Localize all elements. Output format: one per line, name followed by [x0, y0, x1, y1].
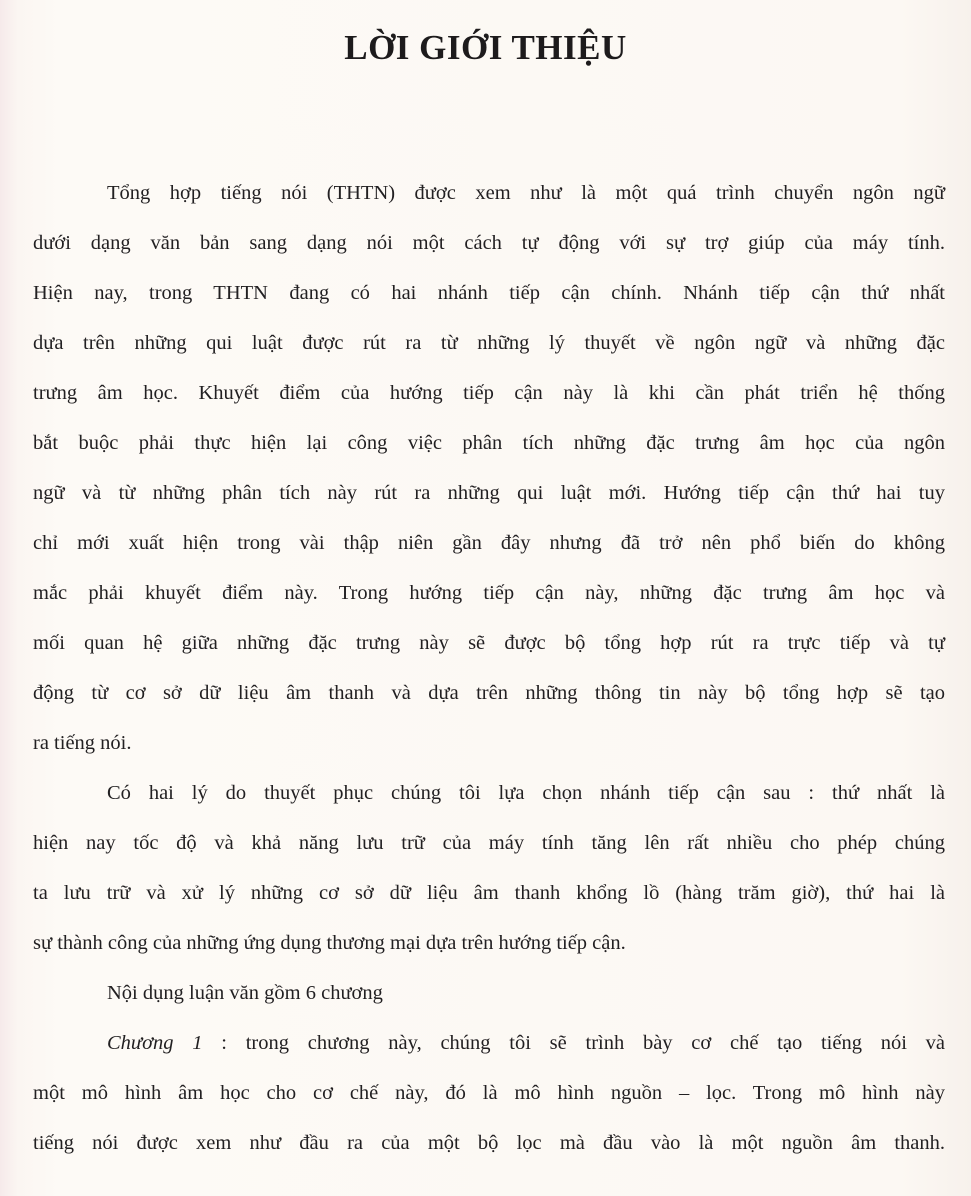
text-line: chỉ mới xuất hiện trong vài thập niên gần đây nhưng đã trở nên phổ biến do không	[33, 532, 945, 554]
text-line: mối quan hệ giữa những đặc trưng này sẽ được bộ tổng hợp rút ra trực tiếp và tự	[33, 632, 945, 654]
text-line: ra tiếng nói.	[33, 732, 132, 754]
text-line: Có hai lý do thuyết phục chúng tôi lựa chọn nhánh tiếp cận sau : thứ nhất là	[107, 782, 945, 804]
text-line: bắt buộc phải thực hiện lại công việc phân tích những đặc trưng âm học của ngôn	[33, 432, 945, 454]
text-line: dựa trên những qui luật được rút ra từ những lý thuyết về ngôn ngữ và những đặc	[33, 332, 945, 354]
paragraph-4	[33, 1018, 945, 1168]
text-line: Nội dụng luận văn gồm 6 chương	[107, 982, 383, 1004]
text-line: động từ cơ sở dữ liệu âm thanh và dựa trên những thông tin này bộ tổng hợp sẽ tạo	[33, 682, 945, 704]
text-fragment: : trong chương này, chúng tôi sẽ trình bày cơ chế tạo tiếng nói và	[202, 1032, 945, 1054]
text-line: hiện nay tốc độ và khả năng lưu trữ của máy tính tăng lên rất nhiều cho phép chúng	[33, 832, 945, 854]
text-line: dưới dạng văn bản sang dạng nói một cách tự động với sự trợ giúp của máy tính.	[33, 232, 945, 254]
text-line: mắc phải khuyết điểm này. Trong hướng tiếp cận này, những đặc trưng âm học và	[33, 582, 945, 604]
text-line: sự thành công của những ứng dụng thương mại dựa trên hướng tiếp cận.	[33, 932, 626, 954]
text-line: trưng âm học. Khuyết điểm của hướng tiếp cận này là khi cần phát triển hệ thống	[33, 382, 945, 404]
text-line: ngữ và từ những phân tích này rút ra những qui luật mới. Hướng tiếp cận thứ hai tuy	[33, 482, 945, 504]
document-body	[33, 168, 945, 1168]
chapter-label: Chương 1	[107, 1032, 203, 1054]
paragraph-3	[33, 968, 945, 1018]
text-line: Hiện nay, trong THTN đang có hai nhánh tiếp cận chính. Nhánh tiếp cận thứ nhất	[33, 282, 945, 304]
text-line	[33, 1018, 945, 1068]
paragraph-2	[33, 768, 945, 968]
text-line: một mô hình âm học cho cơ chế này, đó là mô hình nguồn – lọc. Trong mô hình này	[33, 1082, 945, 1104]
text-line: Tổng hợp tiếng nói (THTN) được xem như là một quá trình chuyển ngôn ngữ	[107, 182, 945, 204]
text-line: ta lưu trữ và xử lý những cơ sở dữ liệu âm thanh khổng lồ (hàng trăm giờ), thứ hai là	[33, 882, 945, 904]
paragraph-1	[33, 168, 945, 768]
text-line: tiếng nói được xem như đầu ra của một bộ lọc mà đầu vào là một nguồn âm thanh.	[33, 1132, 945, 1154]
page-title: LỜI GIỚI THIỆU	[344, 28, 627, 67]
